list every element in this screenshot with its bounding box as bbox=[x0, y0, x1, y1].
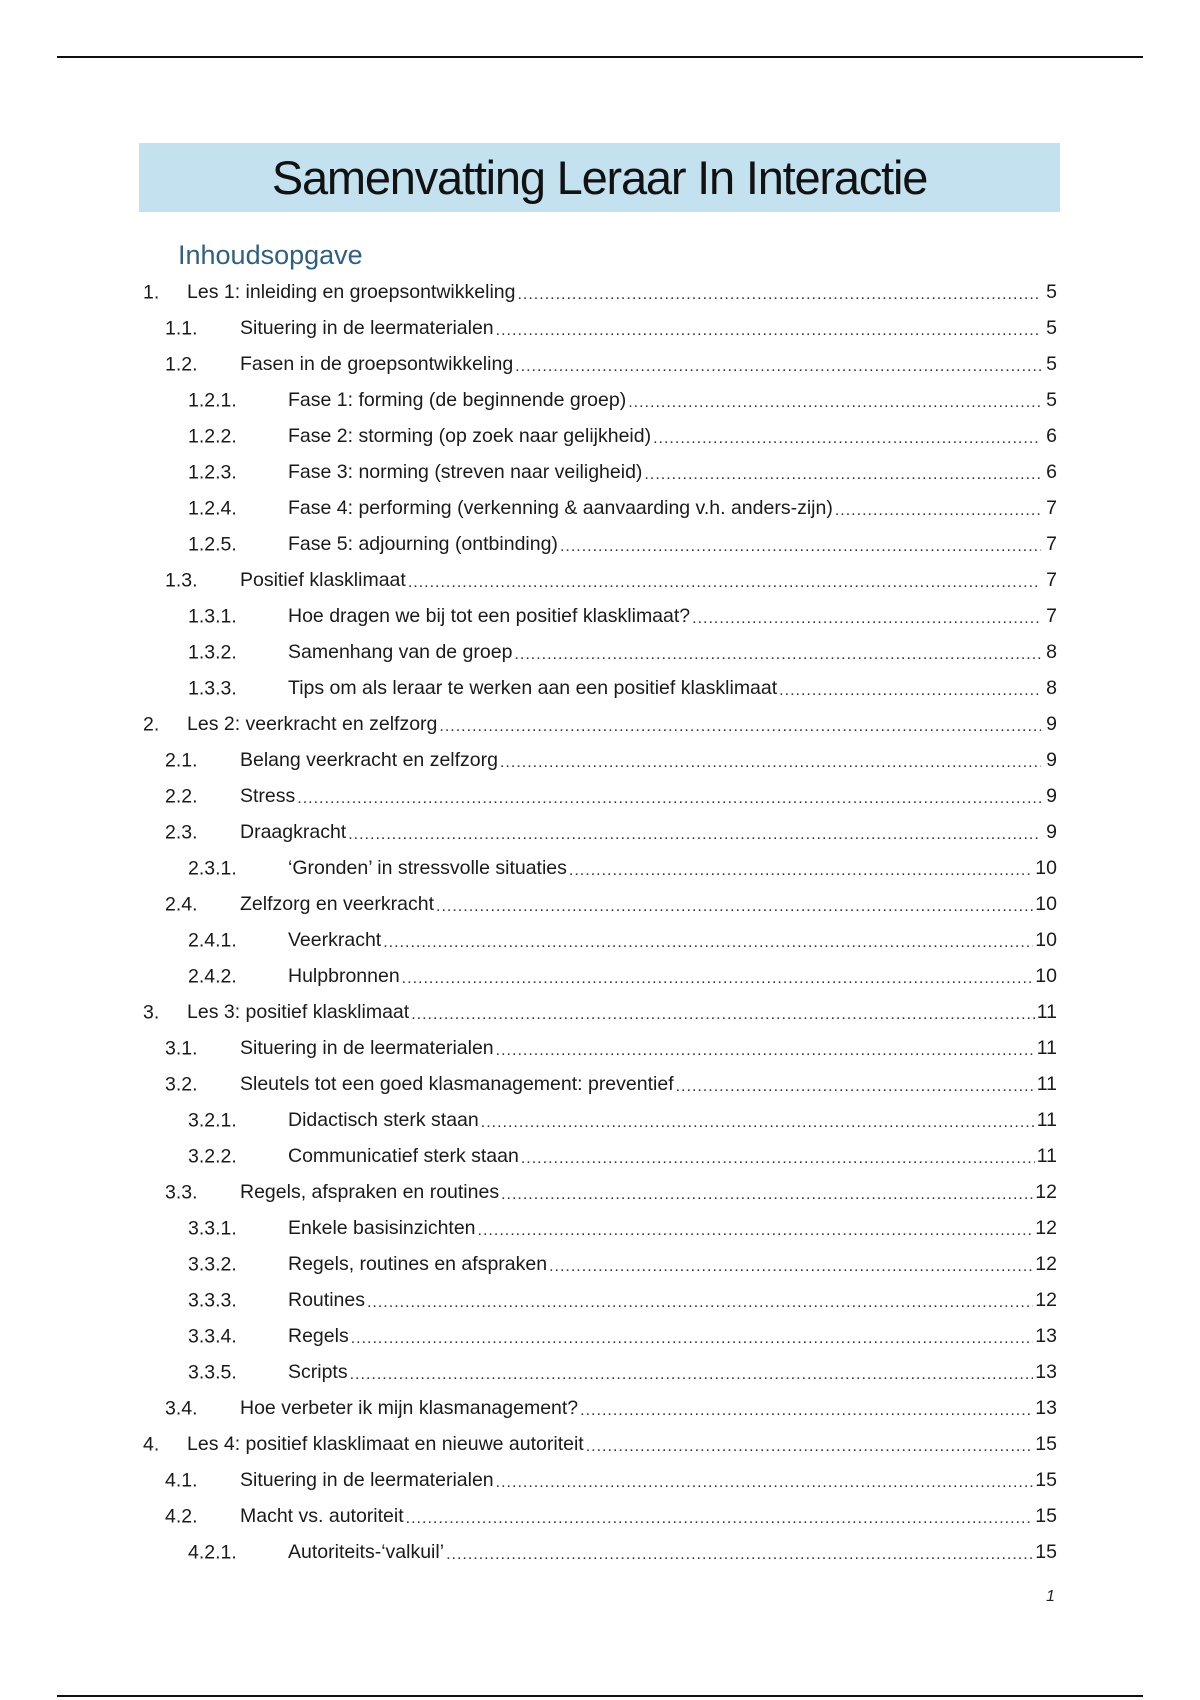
toc-entry-page[interactable]: 7 bbox=[1046, 605, 1057, 628]
toc-entry-number: 1.3. bbox=[165, 569, 198, 592]
toc-entry-number: 1.1. bbox=[165, 317, 198, 340]
toc-dot-leader bbox=[521, 1151, 1035, 1175]
toc-entry-number: 1.2.4. bbox=[188, 497, 237, 520]
toc-entry-page[interactable]: 11 bbox=[1036, 1037, 1057, 1060]
toc-entry-title[interactable]: Positief klasklimaat bbox=[240, 569, 406, 592]
title-banner bbox=[139, 143, 1060, 212]
toc-dot-leader bbox=[478, 1223, 1034, 1247]
toc-entry-number: 3.3. bbox=[165, 1181, 198, 1204]
toc-dot-leader bbox=[586, 1439, 1034, 1463]
toc-entry-title[interactable]: Stress bbox=[240, 785, 296, 808]
toc-entry[interactable] bbox=[0, 1355, 1200, 1391]
toc-dot-leader bbox=[676, 1079, 1035, 1103]
toc-dot-leader bbox=[436, 899, 1033, 923]
toc-entry-page[interactable]: 10 bbox=[1035, 857, 1057, 880]
toc-dot-leader bbox=[402, 971, 1034, 995]
toc-entry-title[interactable]: Fasen in de groepsontwikkeling bbox=[240, 353, 514, 376]
toc-entry-title[interactable]: Communicatief sterk staan bbox=[288, 1145, 519, 1168]
toc-entry[interactable] bbox=[0, 779, 1200, 815]
table-of-contents bbox=[0, 275, 1200, 1571]
toc-entry[interactable] bbox=[0, 383, 1200, 419]
toc-entry[interactable] bbox=[0, 347, 1200, 383]
toc-entry[interactable] bbox=[0, 419, 1200, 455]
toc-entry-number: 2.4. bbox=[165, 893, 198, 916]
toc-entry[interactable] bbox=[0, 1103, 1200, 1139]
toc-entry[interactable] bbox=[0, 1247, 1200, 1283]
toc-entry-page[interactable]: 5 bbox=[1046, 353, 1057, 376]
toc-entry-number: 3.3.3. bbox=[188, 1289, 237, 1312]
toc-entry-title[interactable]: Les 3: positief klasklimaat bbox=[187, 1001, 410, 1024]
toc-entry-number: 2.3.1. bbox=[188, 857, 237, 880]
toc-entry-page[interactable]: 8 bbox=[1046, 677, 1057, 700]
toc-entry-title[interactable]: Enkele basisinzichten bbox=[288, 1217, 476, 1240]
toc-entry[interactable] bbox=[0, 1031, 1200, 1067]
toc-dot-leader bbox=[835, 503, 1041, 527]
toc-entry-title[interactable]: Hoe dragen we bij tot een positief klasklimaat? bbox=[288, 605, 691, 628]
toc-dot-leader bbox=[628, 395, 1041, 419]
toc-entry[interactable] bbox=[0, 1139, 1200, 1175]
toc-entry[interactable] bbox=[0, 275, 1200, 311]
toc-entry-page[interactable]: 5 bbox=[1046, 317, 1057, 340]
toc-entry-title[interactable]: Didactisch sterk staan bbox=[288, 1109, 479, 1132]
toc-dot-leader bbox=[348, 827, 1041, 851]
toc-entry[interactable] bbox=[0, 671, 1200, 707]
toc-entry-number: 3.3.5. bbox=[188, 1361, 237, 1384]
toc-entry-number: 3.2. bbox=[165, 1073, 198, 1096]
toc-entry-page[interactable]: 13 bbox=[1035, 1325, 1057, 1348]
toc-entry-number: 1.3.2. bbox=[188, 641, 237, 664]
toc-entry-title[interactable]: Les 2: veerkracht en zelfzorg bbox=[187, 713, 438, 736]
toc-entry-page[interactable]: 12 bbox=[1035, 1253, 1057, 1276]
toc-dot-leader bbox=[692, 611, 1041, 635]
toc-entry-title[interactable]: Samenhang van de groep bbox=[288, 641, 513, 664]
toc-entry-title[interactable]: Regels bbox=[288, 1325, 349, 1348]
toc-entry-title[interactable]: Scripts bbox=[288, 1361, 348, 1384]
toc-entry[interactable] bbox=[0, 887, 1200, 923]
toc-entry[interactable] bbox=[0, 1391, 1200, 1427]
toc-entry-number: 2.1. bbox=[165, 749, 198, 772]
toc-entry-page[interactable]: 11 bbox=[1036, 1001, 1057, 1024]
toc-entry-title[interactable]: Les 1: inleiding en groepsontwikkeling bbox=[187, 281, 516, 304]
toc-dot-leader bbox=[644, 467, 1041, 491]
toc-entry-page[interactable]: 11 bbox=[1036, 1145, 1057, 1168]
toc-entry-page[interactable]: 7 bbox=[1046, 533, 1057, 556]
toc-entry[interactable] bbox=[0, 995, 1200, 1031]
toc-dot-leader bbox=[549, 1259, 1033, 1283]
toc-entry-number: 1.2.1. bbox=[188, 389, 237, 412]
toc-entry-number: 1.2.2. bbox=[188, 425, 237, 448]
toc-entry[interactable] bbox=[0, 1535, 1200, 1571]
toc-entry-number: 3.3.1. bbox=[188, 1217, 237, 1240]
toc-entry-title[interactable]: ‘Gronden’ in stressvolle situaties bbox=[288, 857, 567, 880]
toc-dot-leader bbox=[653, 431, 1041, 455]
toc-entry-title[interactable]: Fase 3: norming (streven naar veiligheid) bbox=[288, 461, 643, 484]
toc-entry-page[interactable]: 11 bbox=[1036, 1109, 1057, 1132]
toc-dot-leader bbox=[297, 791, 1041, 815]
toc-entry[interactable] bbox=[0, 1463, 1200, 1499]
toc-entry-title[interactable]: Regels, afspraken en routines bbox=[240, 1181, 500, 1204]
toc-entry-title[interactable]: Hoe verbeter ik mijn klasmanagement? bbox=[240, 1397, 579, 1420]
toc-entry-number: 4.2.1. bbox=[188, 1541, 237, 1564]
toc-entry-title[interactable]: Zelfzorg en veerkracht bbox=[240, 893, 435, 916]
toc-entry[interactable] bbox=[0, 599, 1200, 635]
toc-entry-number: 3.2.2. bbox=[188, 1145, 237, 1168]
toc-dot-leader bbox=[439, 719, 1041, 743]
toc-entry-title[interactable]: Fase 1: forming (de beginnende groep) bbox=[288, 389, 627, 412]
toc-entry-page[interactable]: 15 bbox=[1035, 1469, 1057, 1492]
toc-entry-number: 2. bbox=[143, 713, 160, 736]
toc-entry-page[interactable]: 5 bbox=[1046, 389, 1057, 412]
toc-entry[interactable] bbox=[0, 1427, 1200, 1463]
toc-entry-title[interactable]: Tips om als leraar te werken aan een positief klasklimaat bbox=[288, 677, 778, 700]
toc-entry-number: 1.2.5. bbox=[188, 533, 237, 556]
toc-entry-page[interactable]: 9 bbox=[1046, 749, 1057, 772]
toc-dot-leader bbox=[383, 935, 1033, 959]
toc-entry-page[interactable]: 10 bbox=[1035, 893, 1057, 916]
toc-entry[interactable] bbox=[0, 1067, 1200, 1103]
toc-entry-number: 4. bbox=[143, 1433, 160, 1456]
toc-entry-title[interactable]: Fase 2: storming (op zoek naar gelijkheid) bbox=[288, 425, 652, 448]
toc-entry[interactable] bbox=[0, 527, 1200, 563]
toc-entry-page[interactable]: 9 bbox=[1046, 713, 1057, 736]
toc-entry[interactable] bbox=[0, 1175, 1200, 1211]
toc-dot-leader bbox=[496, 1475, 1034, 1499]
toc-entry[interactable] bbox=[0, 1211, 1200, 1247]
toc-entry[interactable] bbox=[0, 923, 1200, 959]
toc-entry[interactable] bbox=[0, 815, 1200, 851]
toc-entry[interactable] bbox=[0, 635, 1200, 671]
toc-entry[interactable] bbox=[0, 743, 1200, 779]
toc-entry[interactable] bbox=[0, 491, 1200, 527]
toc-entry-page[interactable]: 6 bbox=[1046, 425, 1057, 448]
toc-entry-page[interactable]: 9 bbox=[1046, 821, 1057, 844]
toc-entry-title[interactable]: Hulpbronnen bbox=[288, 965, 400, 988]
toc-entry-number: 3.2.1. bbox=[188, 1109, 237, 1132]
toc-entry-number: 2.4.2. bbox=[188, 965, 237, 988]
toc-entry-title[interactable]: Fase 5: adjourning (ontbinding) bbox=[288, 533, 558, 556]
toc-entry[interactable] bbox=[0, 1283, 1200, 1319]
toc-entry-number: 1.2.3. bbox=[188, 461, 237, 484]
toc-dot-leader bbox=[560, 539, 1041, 563]
toc-entry-number: 3.1. bbox=[165, 1037, 198, 1060]
toc-entry-number: 2.4.1. bbox=[188, 929, 237, 952]
toc-entry-page[interactable]: 12 bbox=[1035, 1217, 1057, 1240]
toc-entry-title[interactable]: Fase 4: performing (verkenning & aanvaarding v.h. anders-zijn) bbox=[288, 497, 833, 520]
toc-entry-number: 2.2. bbox=[165, 785, 198, 808]
toc-dot-leader bbox=[350, 1367, 1034, 1391]
toc-entry-page[interactable]: 15 bbox=[1035, 1505, 1057, 1528]
toc-entry[interactable] bbox=[0, 851, 1200, 887]
toc-dot-leader bbox=[408, 575, 1041, 599]
toc-entry[interactable] bbox=[0, 959, 1200, 995]
toc-entry-number: 1.3.1. bbox=[188, 605, 237, 628]
toc-entry-title[interactable]: Les 4: positief klasklimaat en nieuwe autoriteit bbox=[187, 1433, 584, 1456]
toc-entry-page[interactable]: 12 bbox=[1035, 1289, 1057, 1312]
toc-entry[interactable] bbox=[0, 707, 1200, 743]
toc-entry-title[interactable]: Autoriteits-‘valkuil’ bbox=[288, 1541, 445, 1564]
toc-entry-number: 2.3. bbox=[165, 821, 198, 844]
toc-entry[interactable] bbox=[0, 1499, 1200, 1535]
toc-dot-leader bbox=[500, 755, 1041, 779]
toc-entry-number: 3. bbox=[143, 1001, 160, 1024]
toc-dot-leader bbox=[446, 1547, 1033, 1571]
toc-dot-leader bbox=[569, 863, 1033, 887]
toc-dot-leader bbox=[496, 1043, 1035, 1067]
toc-entry-title[interactable]: Veerkracht bbox=[288, 929, 382, 952]
toc-entry-number: 3.3.4. bbox=[188, 1325, 237, 1348]
toc-entry-number: 3.4. bbox=[165, 1397, 198, 1420]
toc-entry[interactable] bbox=[0, 311, 1200, 347]
toc-entry-page[interactable]: 13 bbox=[1035, 1361, 1057, 1384]
toc-heading: Inhoudsopgave bbox=[178, 240, 363, 270]
toc-entry-number: 1.2. bbox=[165, 353, 198, 376]
toc-entry-title[interactable]: Situering in de leermaterialen bbox=[240, 1037, 494, 1060]
toc-entry-page[interactable]: 15 bbox=[1035, 1433, 1057, 1456]
toc-dot-leader bbox=[514, 647, 1041, 671]
toc-entry-page[interactable]: 15 bbox=[1035, 1541, 1057, 1564]
toc-entry-page[interactable]: 13 bbox=[1035, 1397, 1057, 1420]
toc-entry-number: 1.3.3. bbox=[188, 677, 237, 700]
toc-dot-leader bbox=[406, 1511, 1034, 1535]
page-number: 1 bbox=[1046, 1588, 1055, 1605]
toc-entry[interactable] bbox=[0, 455, 1200, 491]
toc-dot-leader bbox=[779, 683, 1041, 707]
top-rule bbox=[57, 56, 1143, 58]
toc-entry-title[interactable]: Sleutels tot een goed klasmanagement: preventief bbox=[240, 1073, 674, 1096]
toc-entry-number: 4.1. bbox=[165, 1469, 198, 1492]
toc-entry-page[interactable]: 11 bbox=[1036, 1073, 1057, 1096]
toc-entry-title[interactable]: Situering in de leermaterialen bbox=[240, 1469, 494, 1492]
toc-dot-leader bbox=[501, 1187, 1033, 1211]
toc-entry-page[interactable]: 5 bbox=[1046, 281, 1057, 304]
toc-entry-page[interactable]: 7 bbox=[1046, 497, 1057, 520]
toc-entry-title[interactable]: Belang veerkracht en zelfzorg bbox=[240, 749, 498, 772]
document-title: Samenvatting Leraar In Interactie bbox=[271, 151, 928, 204]
toc-entry[interactable] bbox=[0, 563, 1200, 599]
toc-entry-page[interactable]: 6 bbox=[1046, 461, 1057, 484]
toc-entry-number: 4.2. bbox=[165, 1505, 198, 1528]
toc-entry-page[interactable]: 12 bbox=[1035, 1181, 1057, 1204]
toc-entry-number: 3.3.2. bbox=[188, 1253, 237, 1276]
toc-entry[interactable] bbox=[0, 1319, 1200, 1355]
toc-dot-leader bbox=[580, 1403, 1033, 1427]
toc-entry-page[interactable]: 8 bbox=[1046, 641, 1057, 664]
toc-dot-leader bbox=[351, 1331, 1034, 1355]
toc-dot-leader bbox=[515, 359, 1041, 383]
toc-dot-leader bbox=[411, 1007, 1035, 1031]
toc-entry-page[interactable]: 10 bbox=[1035, 929, 1057, 952]
toc-entry-number: 1. bbox=[143, 281, 160, 304]
toc-entry-title[interactable]: Macht vs. autoriteit bbox=[240, 1505, 404, 1528]
toc-entry-title[interactable]: Situering in de leermaterialen bbox=[240, 317, 494, 340]
toc-entry-page[interactable]: 9 bbox=[1046, 785, 1057, 808]
toc-dot-leader bbox=[517, 287, 1041, 311]
toc-dot-leader bbox=[496, 323, 1041, 347]
toc-dot-leader bbox=[481, 1115, 1035, 1139]
toc-entry-title[interactable]: Regels, routines en afspraken bbox=[288, 1253, 548, 1276]
bottom-rule bbox=[57, 1695, 1143, 1697]
toc-dot-leader bbox=[367, 1295, 1033, 1319]
toc-entry-page[interactable]: 10 bbox=[1035, 965, 1057, 988]
toc-entry-page[interactable]: 7 bbox=[1046, 569, 1057, 592]
toc-entry-title[interactable]: Draagkracht bbox=[240, 821, 347, 844]
toc-entry-title[interactable]: Routines bbox=[288, 1289, 365, 1312]
